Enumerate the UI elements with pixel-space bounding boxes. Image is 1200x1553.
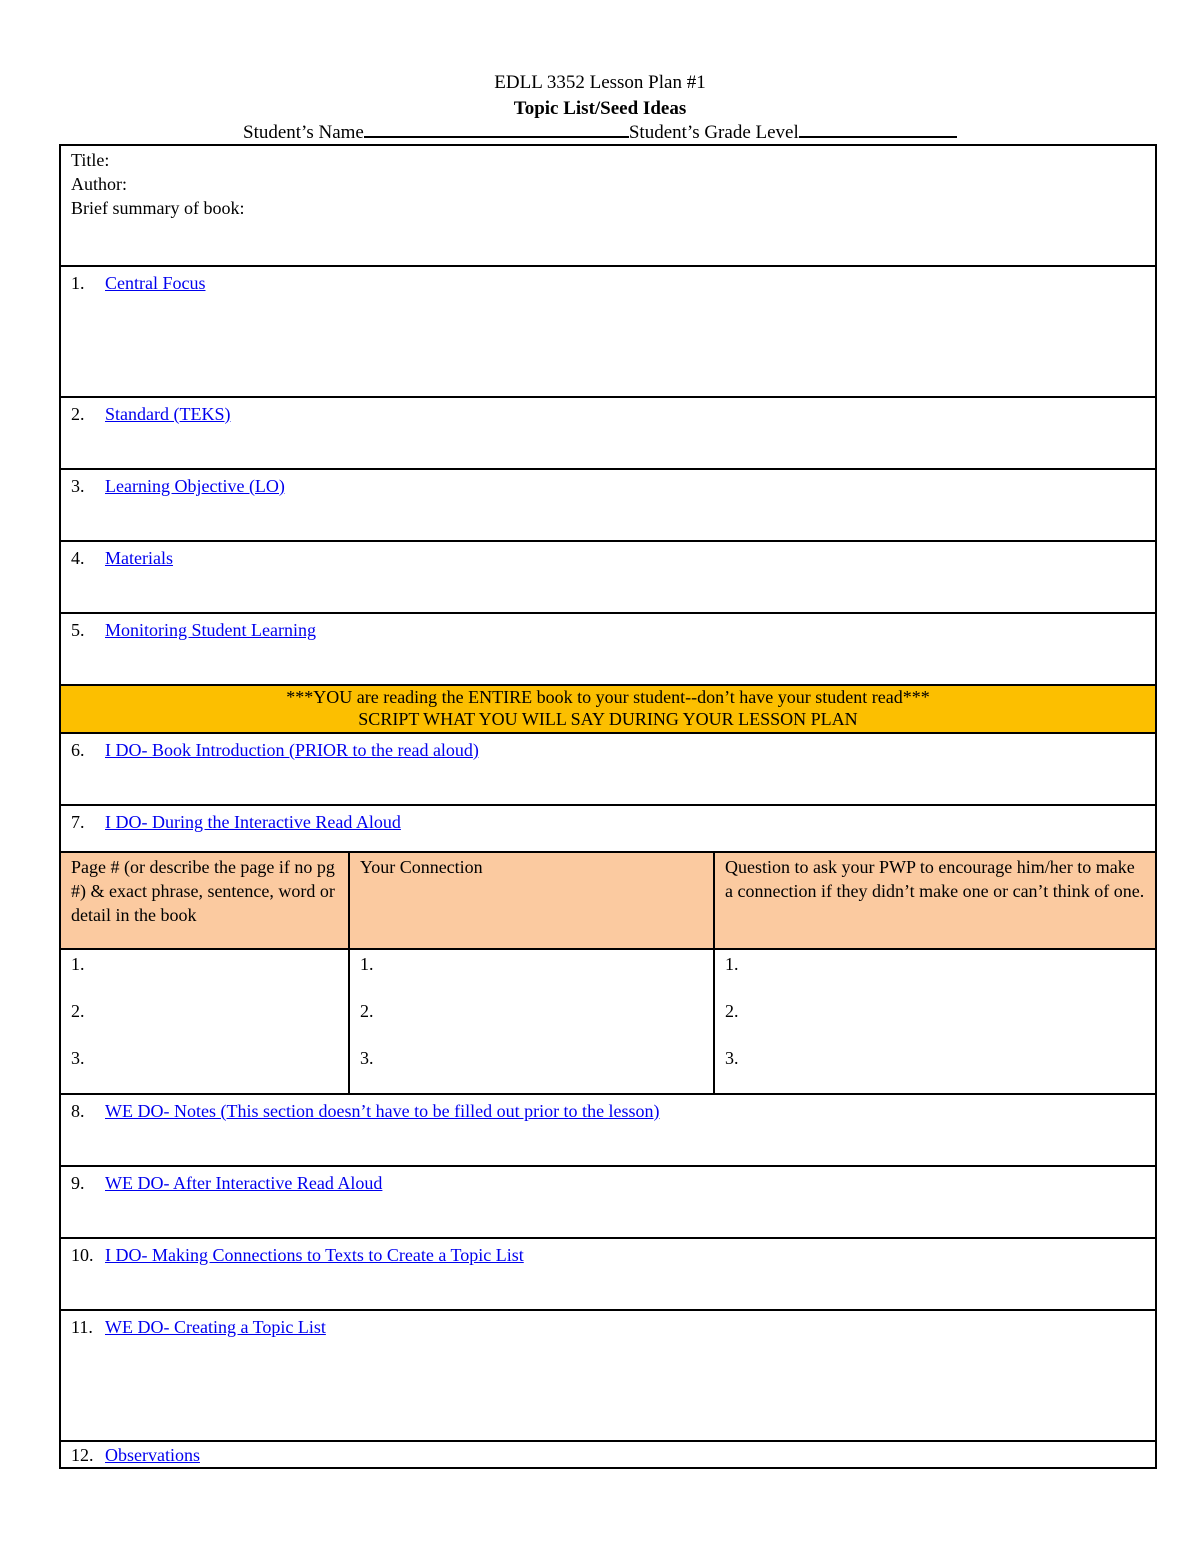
book-summary-label: Brief summary of book: xyxy=(71,198,245,218)
page-detail-cell[interactable] xyxy=(61,949,349,1093)
question-cell[interactable] xyxy=(714,949,1155,1093)
student-name-label: Student’s Name xyxy=(243,122,364,143)
entry-number: 3. xyxy=(71,1048,85,1068)
section-cell[interactable] xyxy=(60,469,1156,541)
section-row xyxy=(60,1238,1156,1310)
section-number: 6. xyxy=(71,740,85,760)
entry-number: 1. xyxy=(725,954,739,974)
section-link-standard[interactable]: Standard (TEKS) xyxy=(105,404,231,424)
section-number: 1. xyxy=(71,273,85,293)
student-name-field[interactable] xyxy=(364,122,629,138)
section-number: 8. xyxy=(71,1101,85,1121)
banner-row xyxy=(60,685,1156,733)
student-info-line xyxy=(243,121,957,145)
book-info-row xyxy=(60,145,1156,266)
section-row xyxy=(60,469,1156,541)
section-cell[interactable] xyxy=(60,1238,1156,1310)
entry-number: 3. xyxy=(360,1048,374,1068)
section-cell[interactable] xyxy=(60,1166,1156,1238)
section-cell[interactable] xyxy=(60,1310,1156,1441)
section-row xyxy=(60,1094,1156,1166)
section-link-book-introduction[interactable]: I DO- Book Introduction (PRIOR to the read aloud) xyxy=(105,740,479,760)
header-page-detail: Page # (or describe the page if no pg #) & exact phrase, sentence, word or detail in the book xyxy=(61,853,349,949)
section-link-central-focus[interactable]: Central Focus xyxy=(105,273,206,293)
entry-number: 2. xyxy=(71,1001,85,1021)
section-number: 4. xyxy=(71,548,85,568)
entry-number: 3. xyxy=(725,1048,739,1068)
section-cell[interactable] xyxy=(60,613,1156,685)
section-link-learning-objective[interactable]: Learning Objective (LO) xyxy=(105,476,285,496)
entry-number: 1. xyxy=(360,954,374,974)
section-cell[interactable] xyxy=(60,1094,1156,1166)
banner-line-2: SCRIPT WHAT YOU WILL SAY DURING YOUR LESSON PLAN xyxy=(358,709,858,729)
section-link-making-connections[interactable]: I DO- Making Connections to Texts to Create a Topic List xyxy=(105,1245,524,1265)
section-row xyxy=(60,541,1156,613)
section-row xyxy=(60,1441,1156,1468)
connections-header-row xyxy=(61,853,1155,949)
section-row xyxy=(60,1310,1156,1441)
section-cell[interactable] xyxy=(60,805,1156,852)
section-row xyxy=(60,733,1156,805)
section-row xyxy=(60,1166,1156,1238)
section-row xyxy=(60,805,1156,852)
connections-table xyxy=(61,853,1155,1093)
document-title: EDLL 3352 Lesson Plan #1 xyxy=(494,72,706,93)
entry-number: 2. xyxy=(725,1001,739,1021)
connections-row xyxy=(60,852,1156,1094)
section-link-after-read-aloud[interactable]: WE DO- After Interactive Read Aloud xyxy=(105,1173,383,1193)
section-cell[interactable] xyxy=(60,397,1156,469)
lesson-plan-table xyxy=(59,144,1157,1469)
header-your-connection: Your Connection xyxy=(349,853,714,949)
book-info-cell[interactable] xyxy=(60,145,1156,266)
section-link-monitoring[interactable]: Monitoring Student Learning xyxy=(105,620,316,640)
section-cell[interactable] xyxy=(60,733,1156,805)
section-number: 11. xyxy=(71,1317,93,1337)
section-number: 7. xyxy=(71,812,85,832)
section-number: 5. xyxy=(71,620,85,640)
section-number: 2. xyxy=(71,404,85,424)
grade-level-field[interactable] xyxy=(799,122,957,138)
connections-body-row xyxy=(61,949,1155,1093)
section-cell[interactable] xyxy=(60,541,1156,613)
entry-number: 1. xyxy=(71,954,85,974)
connection-cell[interactable] xyxy=(349,949,714,1093)
section-cell[interactable] xyxy=(60,1441,1156,1468)
section-row xyxy=(60,397,1156,469)
section-number: 10. xyxy=(71,1245,94,1265)
header-question: Question to ask your PWP to encourage him/her to make a connection if they didn’t make one or can’t think of one. xyxy=(714,853,1155,949)
section-number: 9. xyxy=(71,1173,85,1193)
section-number: 12. xyxy=(71,1445,94,1465)
section-link-creating-topic-list[interactable]: WE DO- Creating a Topic List xyxy=(105,1317,326,1337)
banner-line-1: ***YOU are reading the ENTIRE book to your student--don’t have your student read*** xyxy=(286,687,930,707)
book-author-label: Author: xyxy=(71,174,127,194)
section-row xyxy=(60,613,1156,685)
section-number: 3. xyxy=(71,476,85,496)
section-cell[interactable] xyxy=(60,266,1156,397)
book-title-label: Title: xyxy=(71,150,110,170)
section-link-materials[interactable]: Materials xyxy=(105,548,173,568)
connections-cell xyxy=(60,852,1156,1094)
script-banner xyxy=(60,685,1156,733)
document-subtitle: Topic List/Seed Ideas xyxy=(513,98,687,119)
entry-number: 2. xyxy=(360,1001,374,1021)
section-link-during-read-aloud[interactable]: I DO- During the Interactive Read Aloud xyxy=(105,812,401,832)
section-row xyxy=(60,266,1156,397)
section-link-observations[interactable]: Observations xyxy=(105,1445,200,1465)
section-link-we-do-notes[interactable]: WE DO- Notes (This section doesn’t have to be filled out prior to the lesson) xyxy=(105,1101,660,1121)
grade-level-label: Student’s Grade Level xyxy=(628,122,799,143)
